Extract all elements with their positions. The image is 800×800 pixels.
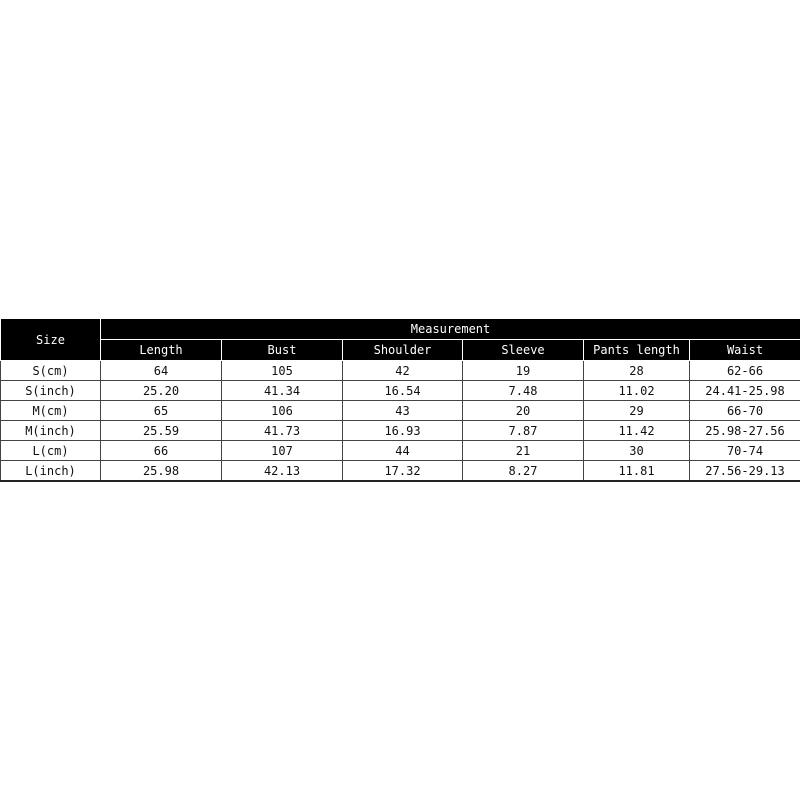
table-cell: 70-74 (690, 441, 800, 461)
table-cell: 11.81 (584, 461, 690, 482)
size-column-header: Size (1, 319, 101, 361)
table-cell: 16.93 (343, 421, 463, 441)
table-row (1, 461, 800, 482)
size-label: M(inch) (1, 421, 101, 441)
header-columns-row (1, 340, 800, 361)
table-cell: 66 (101, 441, 222, 461)
size-label: S(inch) (1, 381, 101, 401)
table-cell: 25.59 (101, 421, 222, 441)
table-cell: 20 (463, 401, 584, 421)
table-row (1, 421, 800, 441)
table-cell: 44 (343, 441, 463, 461)
size-chart-table (0, 318, 800, 482)
table-cell: 16.54 (343, 381, 463, 401)
header-group-row (1, 319, 800, 340)
table-cell: 42.13 (222, 461, 343, 482)
table-row (1, 441, 800, 461)
measurement-group-header: Measurement (101, 319, 800, 340)
table-cell: 25.98-27.56 (690, 421, 800, 441)
table-cell: 27.56-29.13 (690, 461, 800, 482)
table-row (1, 401, 800, 421)
column-header-shoulder: Shoulder (343, 340, 463, 361)
table-cell: 19 (463, 361, 584, 381)
table-row (1, 381, 800, 401)
column-header-pants-length: Pants length (584, 340, 690, 361)
table-cell: 24.41-25.98 (690, 381, 800, 401)
table-cell: 65 (101, 401, 222, 421)
table-cell: 8.27 (463, 461, 584, 482)
table-cell: 17.32 (343, 461, 463, 482)
table-cell: 106 (222, 401, 343, 421)
table-row (1, 361, 800, 381)
table-cell: 41.34 (222, 381, 343, 401)
table-cell: 29 (584, 401, 690, 421)
column-header-bust: Bust (222, 340, 343, 361)
table-cell: 105 (222, 361, 343, 381)
size-label: L(inch) (1, 461, 101, 482)
size-label: M(cm) (1, 401, 101, 421)
table-cell: 7.48 (463, 381, 584, 401)
column-header-sleeve: Sleeve (463, 340, 584, 361)
size-label: S(cm) (1, 361, 101, 381)
size-label: L(cm) (1, 441, 101, 461)
table-cell: 25.98 (101, 461, 222, 482)
table-cell: 7.87 (463, 421, 584, 441)
table-cell: 21 (463, 441, 584, 461)
table-cell: 66-70 (690, 401, 800, 421)
table-cell: 30 (584, 441, 690, 461)
table-cell: 25.20 (101, 381, 222, 401)
table-cell: 11.02 (584, 381, 690, 401)
column-header-length: Length (101, 340, 222, 361)
table-cell: 64 (101, 361, 222, 381)
table-cell: 107 (222, 441, 343, 461)
table-cell: 42 (343, 361, 463, 381)
table-cell: 41.73 (222, 421, 343, 441)
table-cell: 62-66 (690, 361, 800, 381)
table-cell: 11.42 (584, 421, 690, 441)
table-cell: 43 (343, 401, 463, 421)
column-header-waist: Waist (690, 340, 800, 361)
table-cell: 28 (584, 361, 690, 381)
